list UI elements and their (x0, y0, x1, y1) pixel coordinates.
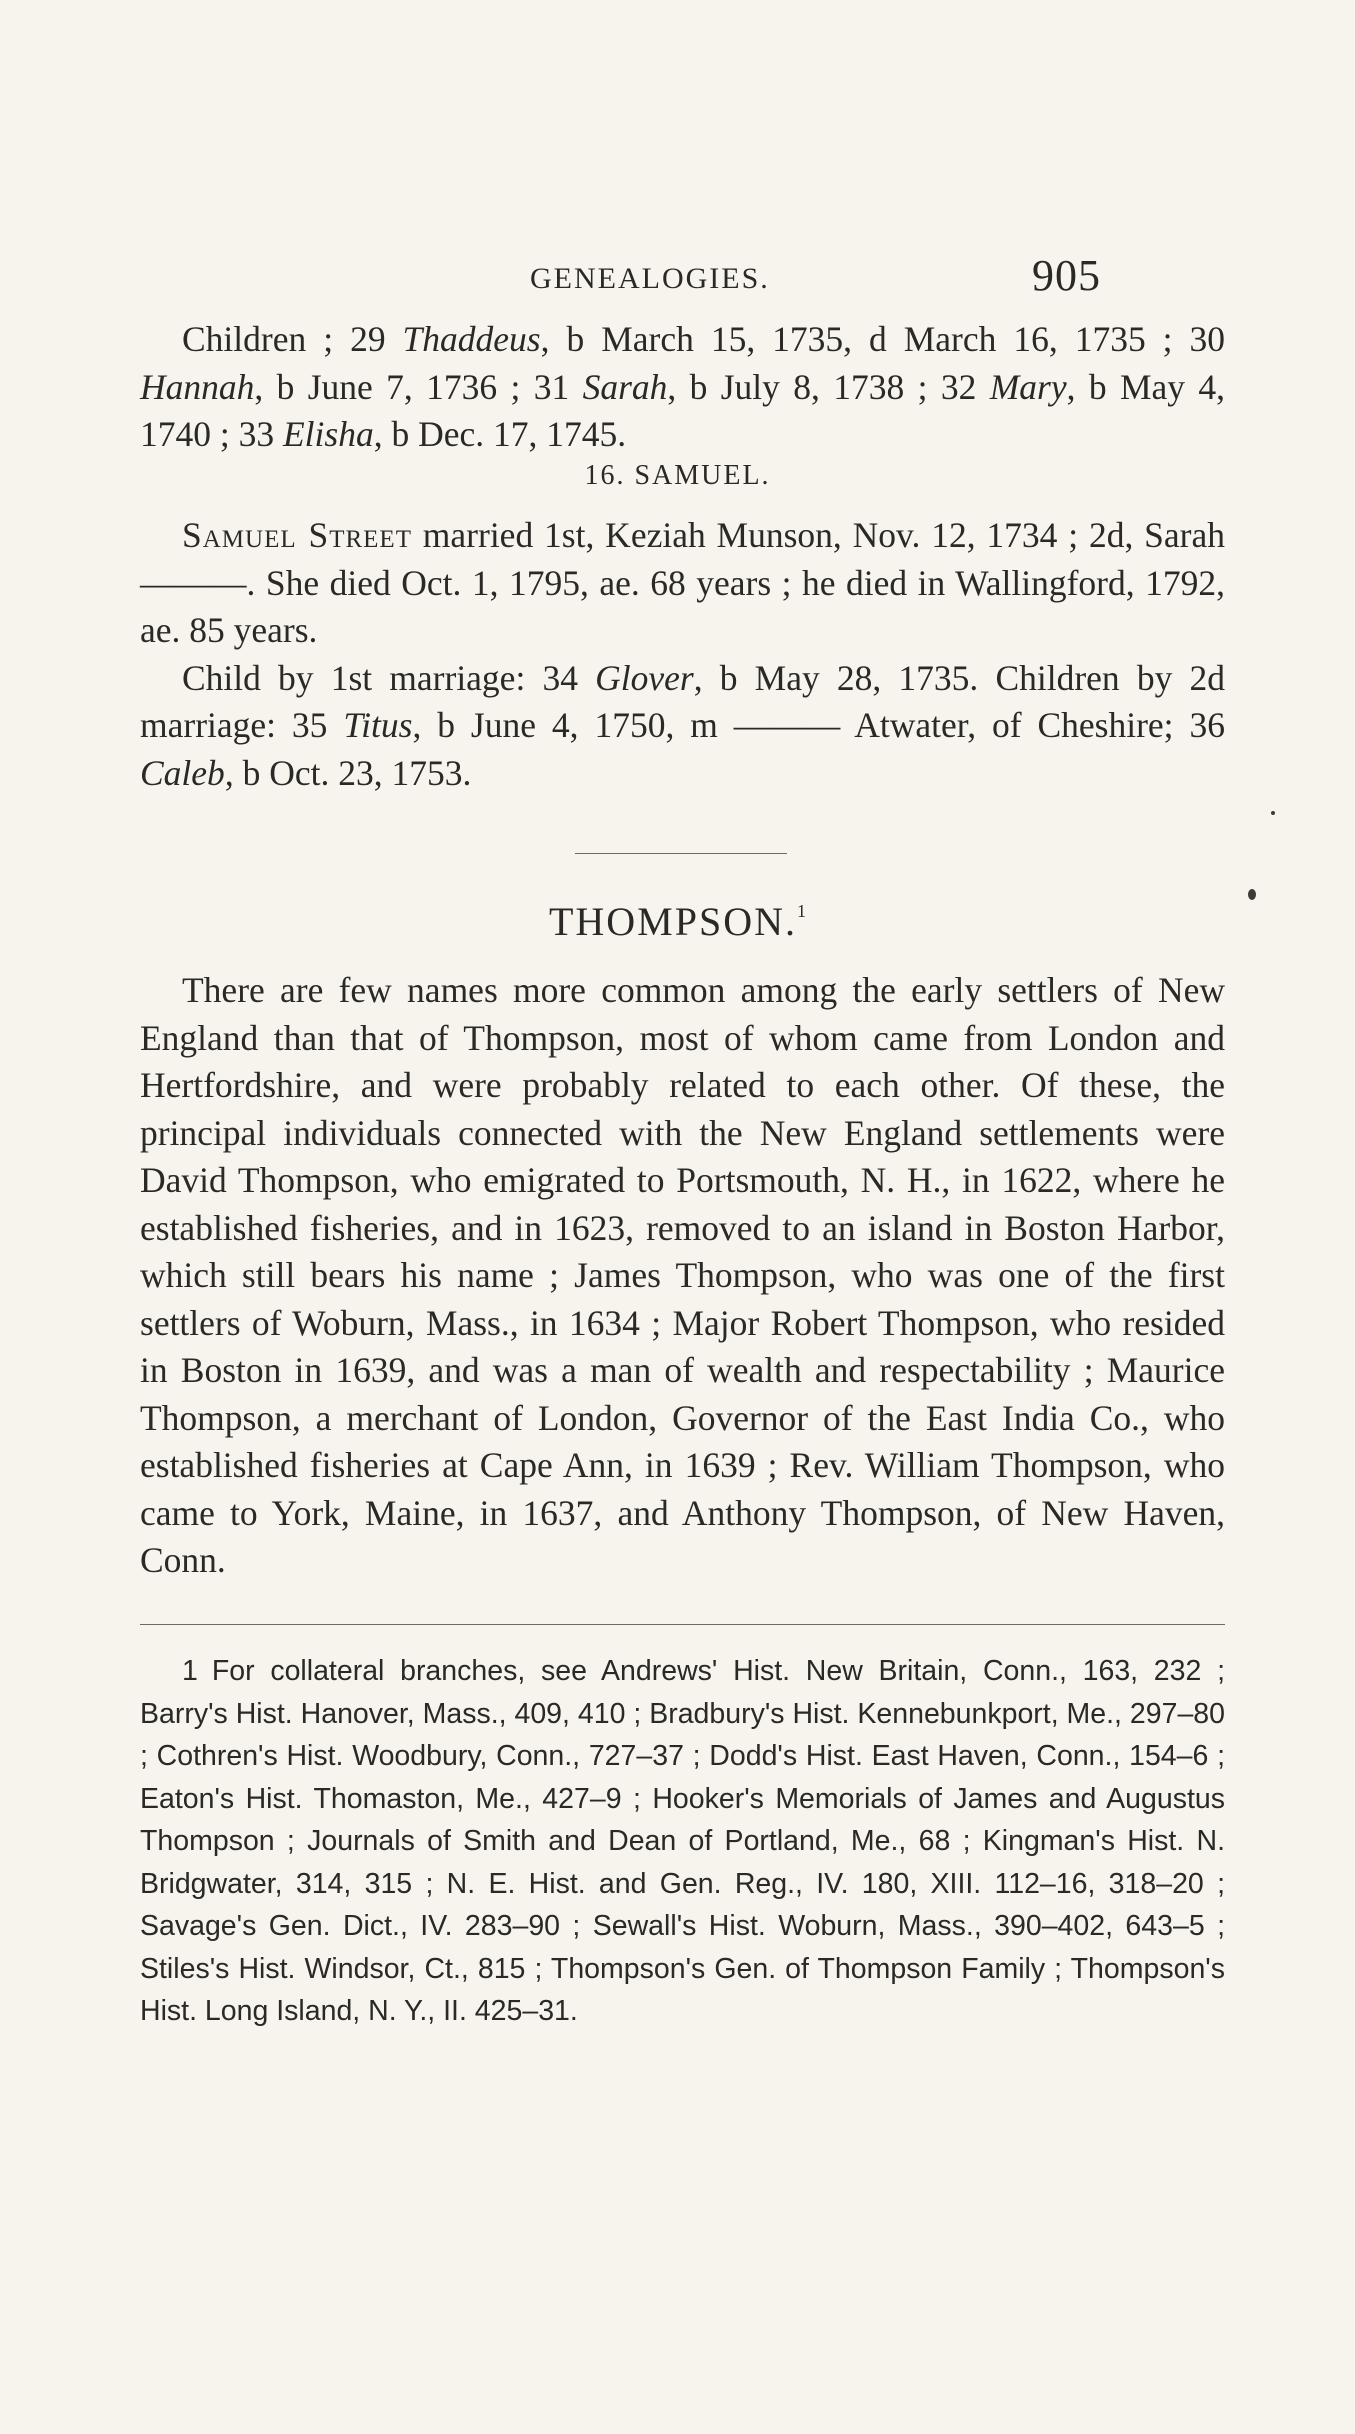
child-entry: 31 Sarah, b July 8, 1738 ; (533, 366, 928, 407)
child-name: Titus (343, 705, 413, 745)
child-name: Sarah (582, 366, 668, 407)
footnote-text: For collateral branches, see Andrews' Hist. New Britain, Conn., 163, 232 ; Barry's Hist. Hanover, Mass., 409, 410 ; Bradbury's Hist. Kennebunkport, Me., 297–80 ; Cothren's Hist. Woodbury, Conn., 727–37 ; Dodd's Hist. East Haven, Conn., 154–6 ; Eaton's Hist. Thomaston, Me., 427–9 ; Hooker's Memorials of James and Augustus Thompson ; Journals of Smith and Dean of Portland, Me., 68 ; Kingman's Hist. N. Bridgwater, 314, 315 ; N. E. Hist. and Gen. Reg., IV. 180, XIII. 112–16, 318–20 ; Savage's Gen. Dict., IV. 283–90 ; Sewall's Hist. Woburn, Mass., 390–402, 643–5 ; Stiles's Hist. Windsor, Ct., 815 ; Thompson's Gen. of Thompson Family ; Thompson's Hist. Long Island, N. Y., II. 425–31. (140, 1655, 1225, 2027)
thompson-paragraph: There are few names more common among the early settlers of New England than that of Thompson, most of whom came from London and Hertfordshire, and were probably related to each other. Of these, the principal individuals connected with the New England settlements were David Thompson, who emigrated to Portsmouth, N. H., in 1622, where he established fisheries, and in 1623, removed to an island in Boston Harbor, which still bears his name ; James Thompson, who was one of the first settlers of Woburn, Mass., in 1634 ; Major Robert Thompson, who resided in Boston in 1639, and was a man of wealth and respectability ; Maurice Thompson, a merchant of London, Governor of the East India Co., who established fisheries at Cape Ann, in 1639 ; Rev. William Thompson, who came to York, Maine, in 1637, and Anthony Thompson, of New Haven, Conn. (140, 970, 1225, 1580)
child-name: Hannah (140, 366, 255, 407)
page-number: 905 (1032, 251, 1101, 300)
footnote-rule (140, 1624, 1225, 1625)
paper-speck (1271, 811, 1275, 815)
footnote-mark: 1 (182, 1655, 198, 1687)
child-name: Glover (595, 657, 694, 698)
footnote-reference: 1 (797, 901, 807, 921)
ink-speck (1248, 889, 1256, 900)
child-name: Caleb (140, 752, 225, 793)
child-entry: 32 Mary, b May 4, 1740 ; (140, 366, 1226, 454)
child-name: Mary (989, 366, 1067, 407)
family-title: THOMPSON.$^1$ (548, 899, 807, 944)
page-header (0, 250, 1355, 310)
samuel-marriage-paragraph: Samuel Street married 1st, Keziah Munson, Nov. 12, 1734 ; 2d, Sarah ———. She died Oct. 1, 1795, ae. 68 years ; he died in Wallingford, 1792, ae. 85 years. (140, 515, 1226, 650)
child-name: Elisha (283, 414, 374, 454)
child-entry: 33 Elisha, b Dec. 17, 1745. (238, 414, 627, 454)
footnote (140, 1650, 1225, 2033)
child-name: Thaddeus (402, 319, 541, 359)
child-entry: 30 Hannah, b June 7, 1736 ; (140, 319, 1226, 407)
person-name: Samuel Street (182, 515, 412, 555)
children-paragraph (140, 316, 1225, 459)
samuel-section (140, 512, 1225, 797)
child-entry: 29 Thaddeus, b March 15, 1735, d March 16, 1735 ; (350, 319, 1173, 359)
children-label: Children ; (182, 319, 334, 359)
section-divider (575, 853, 787, 854)
section-heading-samuel: 16. SAMUEL. (584, 460, 771, 491)
samuel-children-paragraph: Child by 1st marriage: 34 Glover, b May 28, 1735. Children by 2d marriage: 35 Titus, b June 4, 1750, m ——— Atwater, of Cheshire; 36 Caleb, b Oct. 23, 1753. (140, 657, 1225, 793)
running-title: GENEALOGIES. (530, 262, 770, 295)
thompson-intro (140, 967, 1225, 1585)
